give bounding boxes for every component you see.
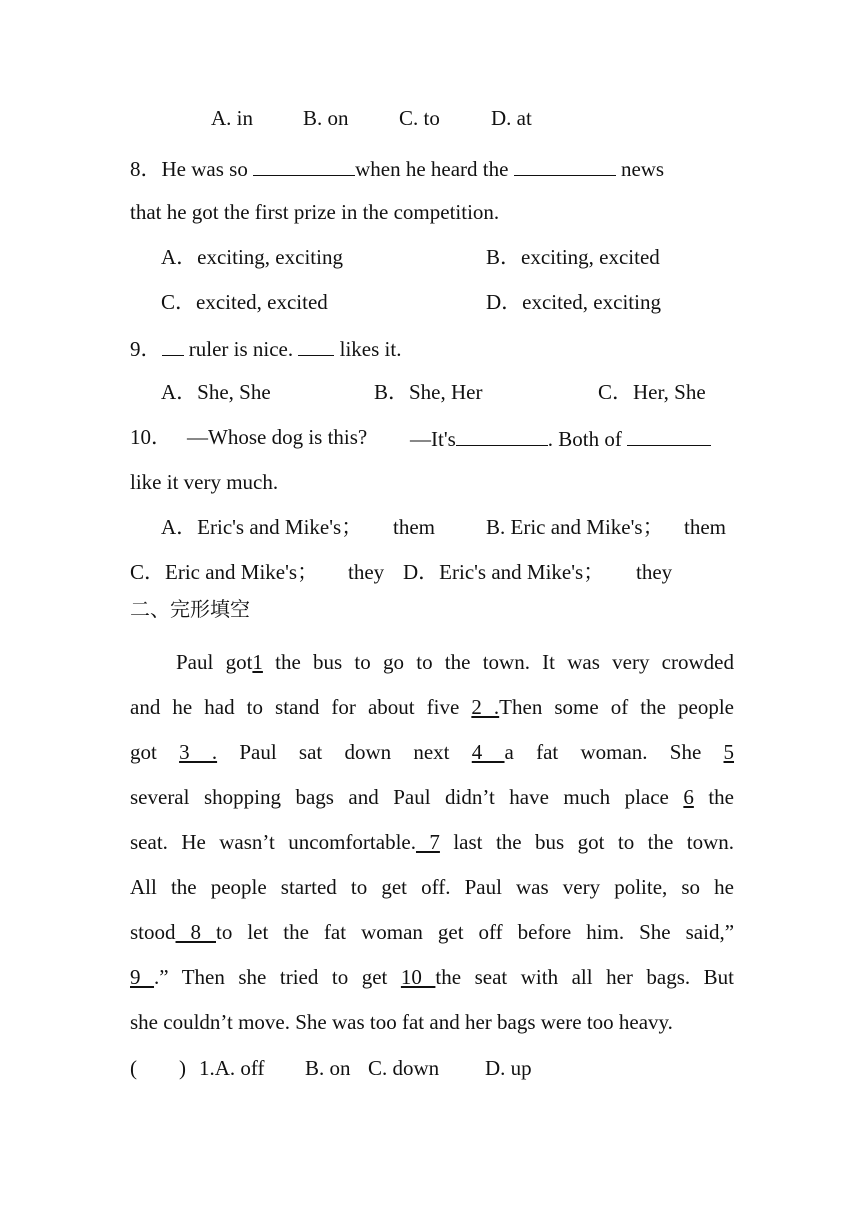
- q7-option-a: A. in: [211, 106, 253, 130]
- passage-line-5: seat. He wasn’t uncomfortable. 7 last the bus got to the town.: [130, 830, 734, 854]
- cloze-q1-option-b: B. on: [305, 1056, 351, 1080]
- cloze-q1-option-d: D. up: [485, 1056, 532, 1080]
- question-8-stem-line2: that he got the first prize in the competition.: [130, 200, 500, 224]
- passage-line-2: and he had to stand for about five 2 .Then some of the people: [130, 695, 734, 719]
- passage-line-8: 9 .” Then she tried to get 10 the seat with all her bags. But: [130, 965, 734, 989]
- question-10-number: 10．: [130, 425, 172, 449]
- q10-option-b: B. Eric and Mike's；: [486, 515, 664, 539]
- answer-blank: [627, 427, 711, 446]
- q10-option-c-pronoun: they: [348, 560, 385, 584]
- answer-blank: [514, 157, 616, 176]
- question-9-stem: 9． ruler is nice. likes it.: [130, 337, 402, 361]
- answer-blank: [298, 337, 334, 356]
- passage-line-7: stood 8 to let the fat woman get off before him. She said,”: [130, 920, 735, 944]
- q8-option-a: A．exciting, exciting: [161, 245, 343, 269]
- question-10-dialogue-a: —Whose dog is this?: [187, 425, 368, 449]
- q9-option-b: B．She, Her: [374, 380, 483, 404]
- passage-line-6: All the people started to get off. Paul was very polite, so he: [130, 875, 734, 899]
- answer-blank: [253, 157, 355, 176]
- cloze-q1-option-a: 1.A. off: [199, 1056, 265, 1080]
- question-8-stem: 8．He was so when he heard the news: [130, 157, 665, 181]
- passage-line-4: several shopping bags and Paul didn’t have much place 6 the: [130, 785, 734, 809]
- q9-option-c: C．Her, She: [598, 380, 706, 404]
- q10-option-b-pronoun: them: [684, 515, 726, 539]
- cloze-q1-option-c: C. down: [368, 1056, 440, 1080]
- q9-option-a: A．She, She: [161, 380, 271, 404]
- q10-option-a: A．Eric's and Mike's；: [161, 515, 363, 539]
- q8-option-c: C．excited, excited: [161, 290, 328, 314]
- q8-option-d: D．excited, exciting: [486, 290, 661, 314]
- q7-option-b: B. on: [303, 106, 349, 130]
- answer-blank: [162, 337, 184, 356]
- answer-parentheses: ( ): [130, 1056, 186, 1080]
- question-10-dialogue-b: —It's . Both of: [410, 427, 711, 450]
- q10-option-a-pronoun: them: [393, 515, 435, 539]
- q7-option-d: D. at: [491, 106, 532, 130]
- q7-option-c: C. to: [399, 106, 440, 130]
- answer-blank: [456, 427, 548, 446]
- q10-option-c: C．Eric and Mike's；: [130, 560, 319, 584]
- q10-option-d-pronoun: they: [636, 560, 673, 584]
- section-heading-cloze: 二、完形填空: [130, 597, 250, 621]
- question-10-stem-line2: like it very much.: [130, 470, 279, 494]
- q10-option-d: D．Eric's and Mike's；: [403, 560, 605, 584]
- passage-line-1: Paul got1 the bus to go to the town. It was very crowded: [176, 650, 734, 674]
- q8-option-b: B．exciting, excited: [486, 245, 660, 269]
- passage-line-9: she couldn’t move. She was too fat and her bags were too heavy.: [130, 1010, 673, 1034]
- passage-line-3: got 3 . Paul sat down next 4 a fat woman. She 5: [130, 740, 735, 764]
